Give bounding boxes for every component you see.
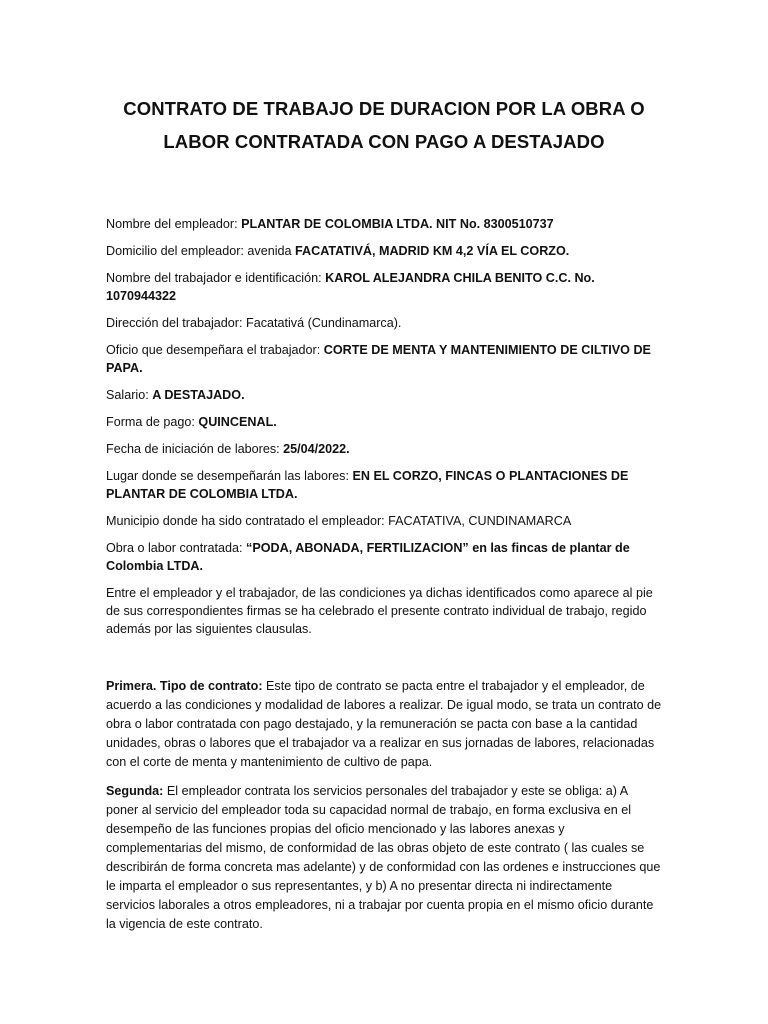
field-payment-method: Forma de pago: QUINCENAL. — [106, 415, 277, 429]
field-worker-name: Nombre del trabajador e identificación: KAROL ALEJANDRA CHILA BENITO C.C. No. 1070944322 — [106, 271, 595, 303]
field-employer-name: Nombre del empleador: PLANTAR DE COLOMBIA LTDA. NIT No. 8300510737 — [106, 217, 554, 231]
clause-second-heading: Segunda: — [106, 784, 164, 798]
title-line-1: CONTRATO DE TRABAJO DE DURACION POR LA OBRA O — [123, 98, 645, 119]
clause-second-text: El empleador contrata los servicios personales del trabajador y este se obliga: a) A poner al servicio del empleador toda su capacidad normal de trabajo, en forma exclusiva en el desempeño de las funciones propias del oficio mencionado y las labores anexas y complementarias del mismo, de conformidad de las obras objeto de este contrato ( las cuales se describirán de forma concreta mas adelante) y de conformidad con las ordenes e instrucciones que le imparta el empleador o sus representantes, y b) A no presentar directa ni indirectamente servicios laborales a otros empleadores, ni a trabajar por cuenta propia en el mismo oficio durante la vigencia de este contrato. — [106, 784, 661, 931]
title-line-2: LABOR CONTRATADA CON PAGO A DESTAJADO — [163, 131, 605, 152]
field-work-location: Lugar donde se desempeñarán las labores: EN EL CORZO, FINCAS O PLANTACIONES DE PLANTAR DE COLOMBIA LTDA. — [106, 469, 629, 501]
clause-first-heading: Primera. Tipo de contrato: — [106, 679, 263, 693]
field-employer-address: Domicilio del empleador: avenida FACATATIVÁ, MADRID KM 4,2 VÍA EL CORZO. — [106, 244, 570, 258]
contract-fields — [106, 215, 662, 575]
field-salary: Salario: A DESTAJADO. — [106, 388, 245, 402]
field-worker-occupation: Oficio que desempeñara el trabajador: CORTE DE MENTA Y MANTENIMIENTO DE CILTIVO DE PAPA. — [106, 343, 651, 375]
field-worker-address: Dirección del trabajador: Facatativá (Cundinamarca). — [106, 316, 402, 330]
field-municipality: Municipio donde ha sido contratado el empleador: FACATATIVA, CUNDINAMARCA — [106, 514, 572, 528]
clause-first-text: Este tipo de contrato se pacta entre el trabajador y el empleador, de acuerdo a las condiciones y modalidad de labores a realizar. De igual modo, se trata un contrato de obra o labor contratada con pago destajado, y la remuneración se pacta con base a la cantidad unidades, obras o labores que el trabajador va a realizar en sus jornadas de labores, relacionadas con el corte de menta y mantenimiento de cultivo de papa. — [106, 679, 662, 769]
intro-paragraph: Entre el empleador y el trabajador, de las condiciones ya dichas identificados como aparece al pie de sus correspondientes firmas se ha celebrado el presente contrato individual de trabajo, regido además por las siguientes clausulas. — [106, 586, 653, 636]
clause-first — [106, 677, 662, 772]
field-start-date: Fecha de iniciación de labores: 25/04/2022. — [106, 442, 350, 456]
field-contracted-work: Obra o labor contratada: “PODA, ABONADA, FERTILIZACION” en las fincas de plantar de Colombia LTDA. — [106, 541, 630, 573]
document-title — [106, 92, 662, 158]
clause-second — [106, 782, 662, 934]
